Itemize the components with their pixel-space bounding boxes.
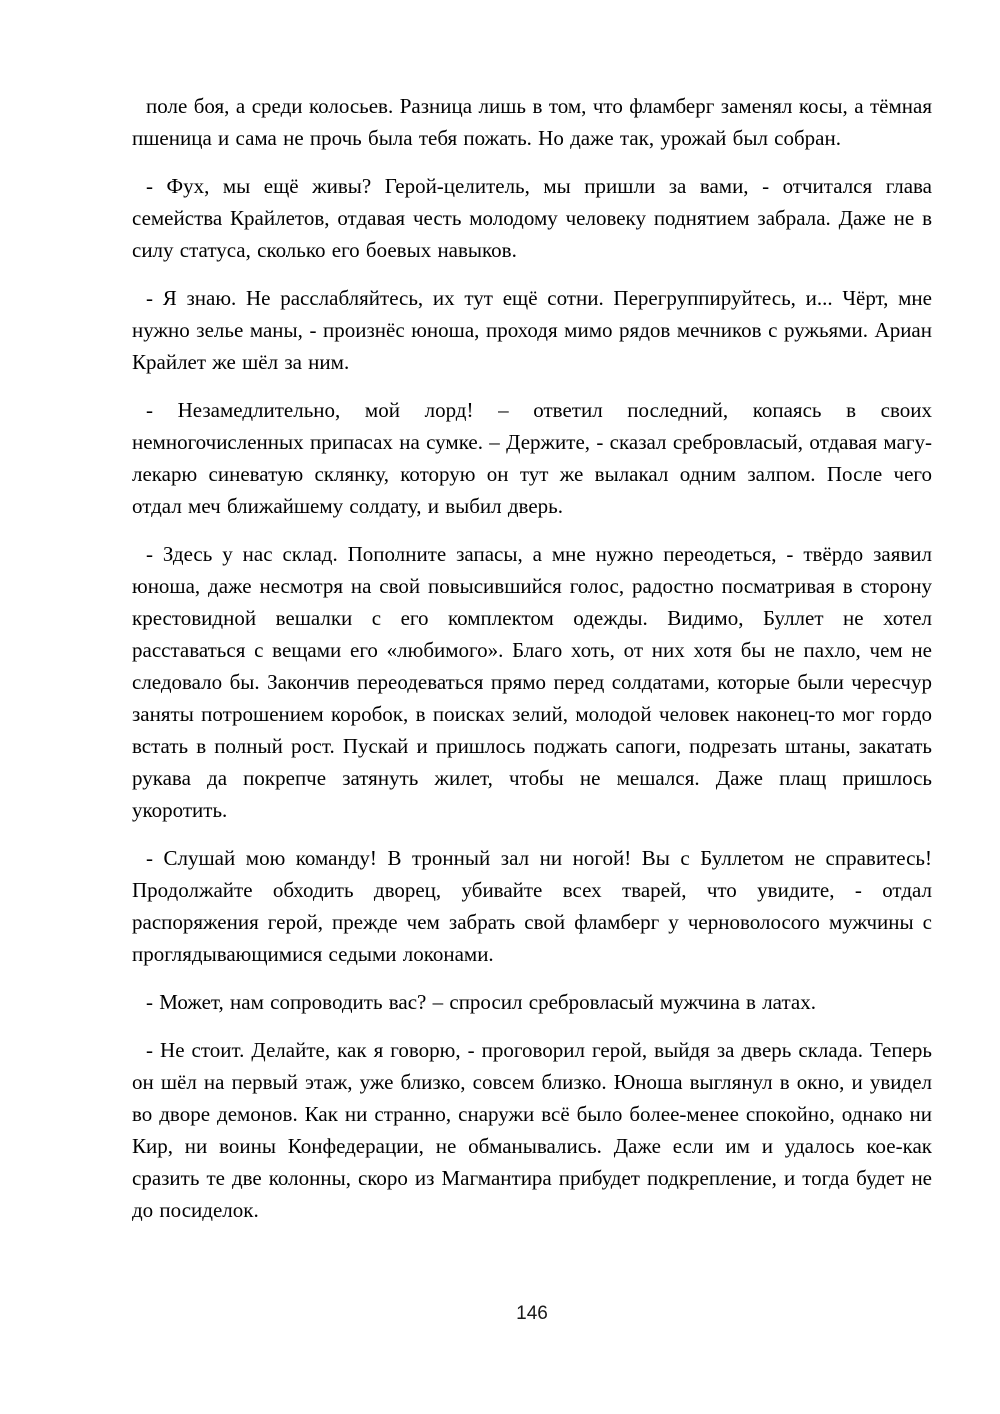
paragraph-1: поле боя, а среди колосьев. Разница лишь в том, что фламберг заменял косы, а тёмная пшеница и сама не прочь была тебя пожать. Но даже так, урожай был собран. xyxy=(132,94,932,150)
paragraph-2: - Фух, мы ещё живы? Герой-целитель, мы пришли за вами, - отчитался глава семейства Крайлетов, отдавая честь молодому человеку поднятием забрала. Даже не в силу статуса, сколько его боевых навыков. xyxy=(132,174,932,262)
paragraph-3: - Я знаю. Не расслабляйтесь, их тут ещё сотни. Перегруппируйтесь, и... Чёрт, мне нужно зелье маны, - произнёс юноша, проходя мимо рядов мечников с ружьями. Ариан Крайлет же шёл за ним. xyxy=(132,286,932,374)
page-text-block xyxy=(132,90,932,1242)
page-number: 146 xyxy=(516,1303,548,1324)
paragraph-7: - Может, нам сопроводить вас? – спросил сребровласый мужчина в латах. xyxy=(146,990,816,1014)
paragraph-8: - Не стоит. Делайте, как я говорю, - проговорил герой, выйдя за дверь склада. Теперь он шёл на первый этаж, уже близко, совсем близко. Юноша выглянул в окно, и увидел во дворе демонов. Как ни странно, снаружи всё было более-менее спокойно, однако ни Кир, ни воины Конфедерации, не обманывались. Даже если им и удалось кое-как сразить те две колонны, скоро из Магмантира прибудет подкрепление, и тогда будет не до посиделок. xyxy=(132,1038,932,1222)
paragraph-5: - Здесь у нас склад. Пополните запасы, а мне нужно переодеться, - твёрдо заявил юноша, даже несмотря на свой повысившийся голос, радостно посматривая в сторону крестовидной вешалки с его комплектом одежды. Видимо, Буллет не хотел расставаться с вещами его «любимого». Благо хоть, от них хотя бы не пахло, чем не следовало бы. Закончив переодеваться прямо перед солдатами, которые были чересчур заняты потрошением коробок, в поисках зелий, молодой человек наконец-то мог гордо встать в полный рост. Пускай и пришлось поджать сапоги, подрезать штаны, закатать рукава да покрепче затянуть жилет, чтобы не мешался. Даже плащ пришлось укоротить. xyxy=(132,542,932,822)
paragraph-4: - Незамедлительно, мой лорд! – ответил последний, копаясь в своих немногочисленных припасах на сумке. – Держите, - сказал сребровласый, отдавая магу-лекарю синеватую склянку, которую он тут же вылакал одним залпом. После чего отдал меч ближайшему солдату, и выбил дверь. xyxy=(132,398,932,518)
paragraph-6: - Слушай мою команду! В тронный зал ни ногой! Вы с Буллетом не справитесь! Продолжайте обходить дворец, убивайте всех тварей, что увидите, - отдал распоряжения герой, прежде чем забрать свой фламберг у черноволосого мужчины с проглядывающимися седыми локонами. xyxy=(132,846,932,966)
